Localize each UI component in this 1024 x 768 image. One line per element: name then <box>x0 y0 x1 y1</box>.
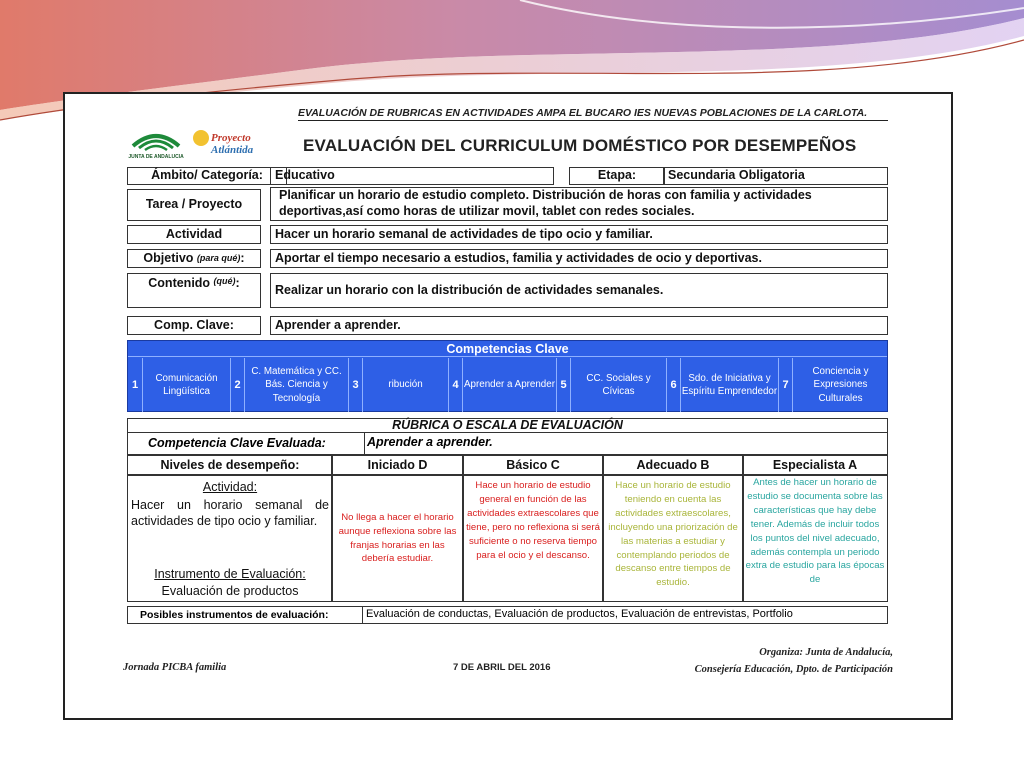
comp-num-7: 7 <box>778 358 792 412</box>
tarea-label: Tarea / Proyecto <box>127 189 261 221</box>
comp-num-5: 5 <box>556 358 570 412</box>
competencias-clave-band <box>127 340 888 412</box>
svg-text:Proyecto: Proyecto <box>211 132 251 144</box>
descriptor-iniciado-text: No llega a hacer el horario aunque reflexiona sobre las franjas horarias en las debería estudiar. <box>338 511 457 565</box>
comp-label-2: C. Matemática y CC. Bás. Ciencia y Tecnología <box>244 358 348 412</box>
comp-label-4: Aprender a Aprender <box>462 358 556 412</box>
level-especialista: Especialista A <box>742 455 888 475</box>
contenido-value: Realizar un horario con la distribución de actividades semanales. <box>270 273 888 308</box>
descriptor-especialista <box>742 475 888 602</box>
descriptor-basico-text: Hace un horario de estudio general en función de las actividades extraescolares que tiene, pero no reflexiona si será suficiente o no reserva tiempo para el ocio y el descanso. <box>466 480 600 561</box>
ambito-label: Ámbito/ Categoría: <box>127 167 287 185</box>
objetivo-label-hint: (para qué) <box>196 252 241 263</box>
objetivo-label-colon: : <box>240 250 245 265</box>
descriptor-adecuado-text: Hace un horario de estudio teniendo en cuenta las actividades extraescolares, incluyendo una priorización de las materias a estudiar y contemplando periodos de descanso entre tiempos de estudio. <box>608 480 738 589</box>
rubrica-title: RÚBRICA O ESCALA DE EVALUACIÓN <box>127 418 888 433</box>
descriptor-adecuado <box>602 475 744 602</box>
descriptors-row <box>127 475 888 602</box>
competencia-evaluada-label: Competencia Clave Evaluada: <box>148 436 326 450</box>
objetivo-label-text: Objetivo <box>143 250 194 265</box>
page-title: EVALUACIÓN DEL CURRICULUM DOMÉSTICO POR DESEMPEÑOS <box>303 136 857 155</box>
comp-num-3: 3 <box>348 358 362 412</box>
posibles-label: Posibles instrumentos de evaluación: <box>140 609 329 621</box>
comp-clave-label: Comp. Clave: <box>127 316 261 335</box>
objetivo-label <box>127 249 261 268</box>
footer-org-line2: Consejería Educación, Dpto. de Participación <box>694 663 893 675</box>
posibles-instrumentos-row <box>127 606 888 624</box>
comp-num-4: 4 <box>448 358 462 412</box>
header-subtitle: EVALUACIÓN DE RUBRICAS EN ACTIVIDADES AMPA EL BUCARO IES NUEVAS POBLACIONES DE LA CARLOTA. <box>298 107 888 121</box>
etapa-value: Secundaria Obligatoria <box>663 167 888 185</box>
instrumento-text: Evaluación de productos <box>161 584 299 598</box>
comp-num-1: 1 <box>131 378 139 391</box>
rubric-sheet <box>63 92 953 720</box>
competencia-evaluada-value: Aprender a aprender. <box>364 432 493 454</box>
descriptor-iniciado <box>331 475 464 602</box>
footer-org-line1: Organiza: Junta de Andalucía, <box>759 647 893 658</box>
contenido-label-colon: : <box>235 276 240 290</box>
competencias-title: Competencias Clave <box>128 341 887 357</box>
descriptor-especialista-text: Antes de hacer un horario de estudio se documenta sobre las características que hay debe tener. Además de incluir todos los puntos del nivel adecuado, además contempla un periodo extra de estudio para las épocas de <box>745 477 885 586</box>
svg-text:JUNTA DE ANDALUCIA: JUNTA DE ANDALUCIA <box>128 154 184 160</box>
contenido-label-hint: (qué) <box>213 276 236 286</box>
contenido-label <box>127 273 261 308</box>
niveles-label: Niveles de desempeño: <box>127 455 333 475</box>
actividad-label: Actividad <box>127 225 261 244</box>
proyecto-atlantida-logo <box>189 124 259 164</box>
actividad-cell-title: Actividad: <box>202 480 258 494</box>
comp-label-7: Conciencia y Expresiones Culturales <box>792 358 888 412</box>
footer-organiza <box>653 645 893 679</box>
actividad-cell <box>127 475 333 602</box>
comp-label-1: Comunicación Lingüística <box>142 358 230 412</box>
comp-label-5: CC. Sociales y Cívicas <box>570 358 666 412</box>
objetivo-value: Aportar el tiempo necesario a estudios, familia y actividades de ocio y deportivas. <box>270 249 888 268</box>
footer-jornada: Jornada PICBA familia <box>123 662 227 673</box>
etapa-label: Etapa: <box>569 167 665 185</box>
actividad-cell-text: Hacer un horario semanal de actividades de tipo ocio y familiar. <box>131 498 329 529</box>
comp-clave-value: Aprender a aprender. <box>270 316 888 335</box>
actividad-value: Hacer un horario semanal de actividades de tipo ocio y familiar. <box>270 225 888 244</box>
contenido-label-text: Contenido <box>148 276 211 290</box>
ambito-value: Educativo <box>270 167 554 185</box>
comp-label-6: Sdo. de Iniciativa y Espíritu Emprendedor <box>680 358 778 412</box>
level-iniciado: Iniciado D <box>331 455 464 475</box>
descriptor-basico <box>462 475 604 602</box>
level-basico: Básico C <box>462 455 604 475</box>
level-adecuado: Adecuado B <box>602 455 744 475</box>
comp-num-2: 2 <box>230 358 244 412</box>
tarea-value: Planificar un horario de estudio completo. Distribución de horas con familia y actividades deportivas,así como horas de utilizar movil, tablet con redes sociales. <box>270 187 888 221</box>
comp-num-6: 6 <box>666 358 680 412</box>
footer-date: 7 DE ABRIL DEL 2016 <box>453 662 551 673</box>
posibles-value: Evaluación de conductas, Evaluación de productos, Evaluación de entrevistas, Portfolio <box>362 606 793 624</box>
competencia-evaluada-row <box>127 433 888 455</box>
junta-andalucia-logo <box>125 124 187 164</box>
svg-text:Atlántida: Atlántida <box>211 144 254 156</box>
comp-label-3: ribución <box>362 358 448 412</box>
instrumento-title: Instrumento de Evaluación: <box>154 567 306 581</box>
niveles-header-row <box>127 455 888 475</box>
